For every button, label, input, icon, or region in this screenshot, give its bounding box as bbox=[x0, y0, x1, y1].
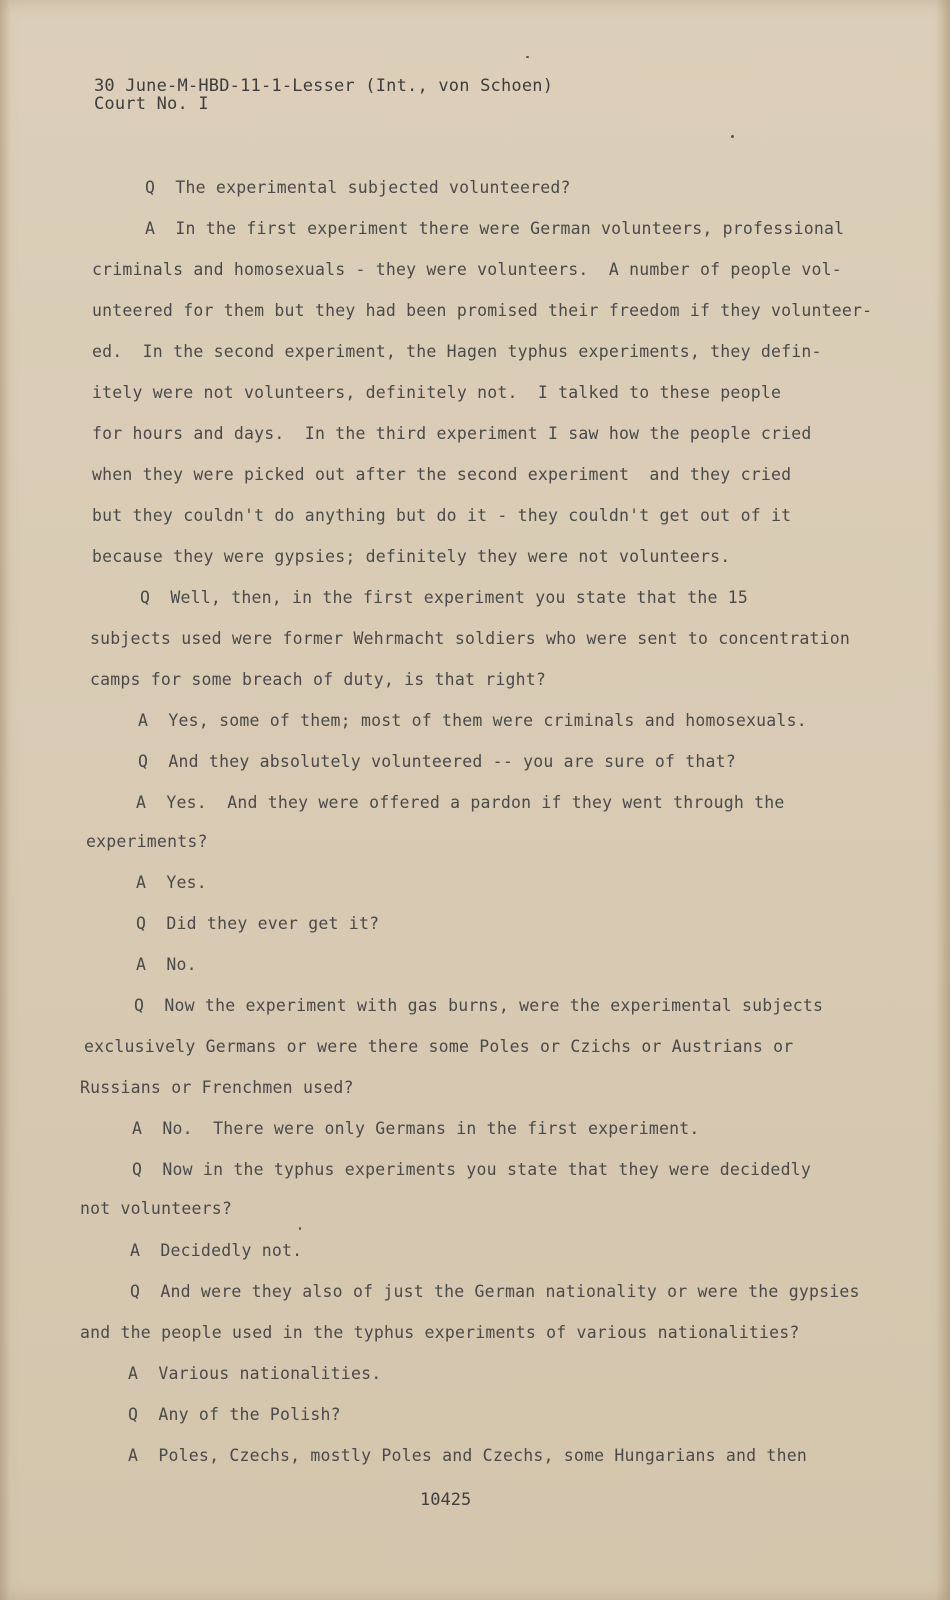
transcript-line: A In the first experiment there were German volunteers, professional bbox=[145, 219, 845, 238]
transcript-line: A Yes, some of them; most of them were criminals and homosexuals. bbox=[138, 711, 807, 730]
transcript-line: A Yes. bbox=[136, 873, 207, 892]
paper-speck bbox=[731, 135, 734, 138]
paper-speck bbox=[526, 56, 529, 58]
transcript-line: Q And were they also of just the German nationality or were the gypsies bbox=[130, 1282, 860, 1301]
transcript-line: A Various nationalities. bbox=[128, 1364, 382, 1383]
transcript-line: ed. In the second experiment, the Hagen typhus experiments, they defin- bbox=[92, 342, 822, 361]
transcript-line: Q Did they ever get it? bbox=[136, 914, 380, 933]
transcript-line: for hours and days. In the third experiment I saw how the people cried bbox=[92, 424, 812, 443]
transcript-line: A Decidedly not. bbox=[130, 1241, 303, 1260]
transcript-line: Russians or Frenchmen used? bbox=[80, 1078, 354, 1097]
transcript-line: Q The experimental subjected volunteered? bbox=[145, 178, 571, 197]
transcript-line: exclusively Germans or were there some Poles or Czichs or Austrians or bbox=[84, 1037, 794, 1056]
page-number: 10425 bbox=[420, 1490, 472, 1510]
transcript-line: and the people used in the typhus experiments of various nationalities? bbox=[80, 1323, 800, 1342]
transcript-line: not volunteers? bbox=[80, 1199, 233, 1218]
transcript-line: unteered for them but they had been promised their freedom if they volunteer- bbox=[92, 301, 873, 320]
transcript-line: A No. There were only Germans in the first experiment. bbox=[132, 1119, 700, 1138]
transcript-line: camps for some breach of duty, is that right? bbox=[90, 670, 547, 689]
transcript-line: because they were gypsies; definitely they were not volunteers. bbox=[92, 547, 731, 566]
transcript-line: Q Now the experiment with gas burns, were the experimental subjects bbox=[134, 996, 824, 1015]
page-edge-right bbox=[936, 0, 950, 1600]
transcript-line: but they couldn't do anything but do it - they couldn't get out of it bbox=[92, 506, 792, 525]
transcript-line: itely were not volunteers, definitely not. I talked to these people bbox=[92, 383, 782, 402]
transcript-line: when they were picked out after the second experiment and they cried bbox=[92, 465, 792, 484]
transcript-line: criminals and homosexuals - they were volunteers. A number of people vol- bbox=[92, 260, 842, 279]
header-line-2: Court No. I bbox=[94, 94, 209, 114]
transcript-line: experiments? bbox=[86, 832, 208, 851]
paper-speck bbox=[299, 1227, 301, 1230]
transcript-line: Q And they absolutely volunteered -- you are sure of that? bbox=[138, 752, 736, 771]
transcript-line: A Poles, Czechs, mostly Poles and Czechs, some Hungarians and then bbox=[128, 1446, 807, 1465]
transcript-line: Q Well, then, in the first experiment you state that the 15 bbox=[140, 588, 749, 607]
transcript-line: A No. bbox=[136, 955, 197, 974]
transcript-line: Q Any of the Polish? bbox=[128, 1405, 341, 1424]
header-line-1: 30 June-M-HBD-11-1-Lesser (Int., von Schoen) bbox=[94, 76, 554, 96]
transcript-line: A Yes. And they were offered a pardon if they went through the bbox=[136, 793, 785, 812]
transcript-line: Q Now in the typhus experiments you state that they were decidedly bbox=[132, 1160, 811, 1179]
transcript-line: subjects used were former Wehrmacht soldiers who were sent to concentration bbox=[90, 629, 851, 648]
